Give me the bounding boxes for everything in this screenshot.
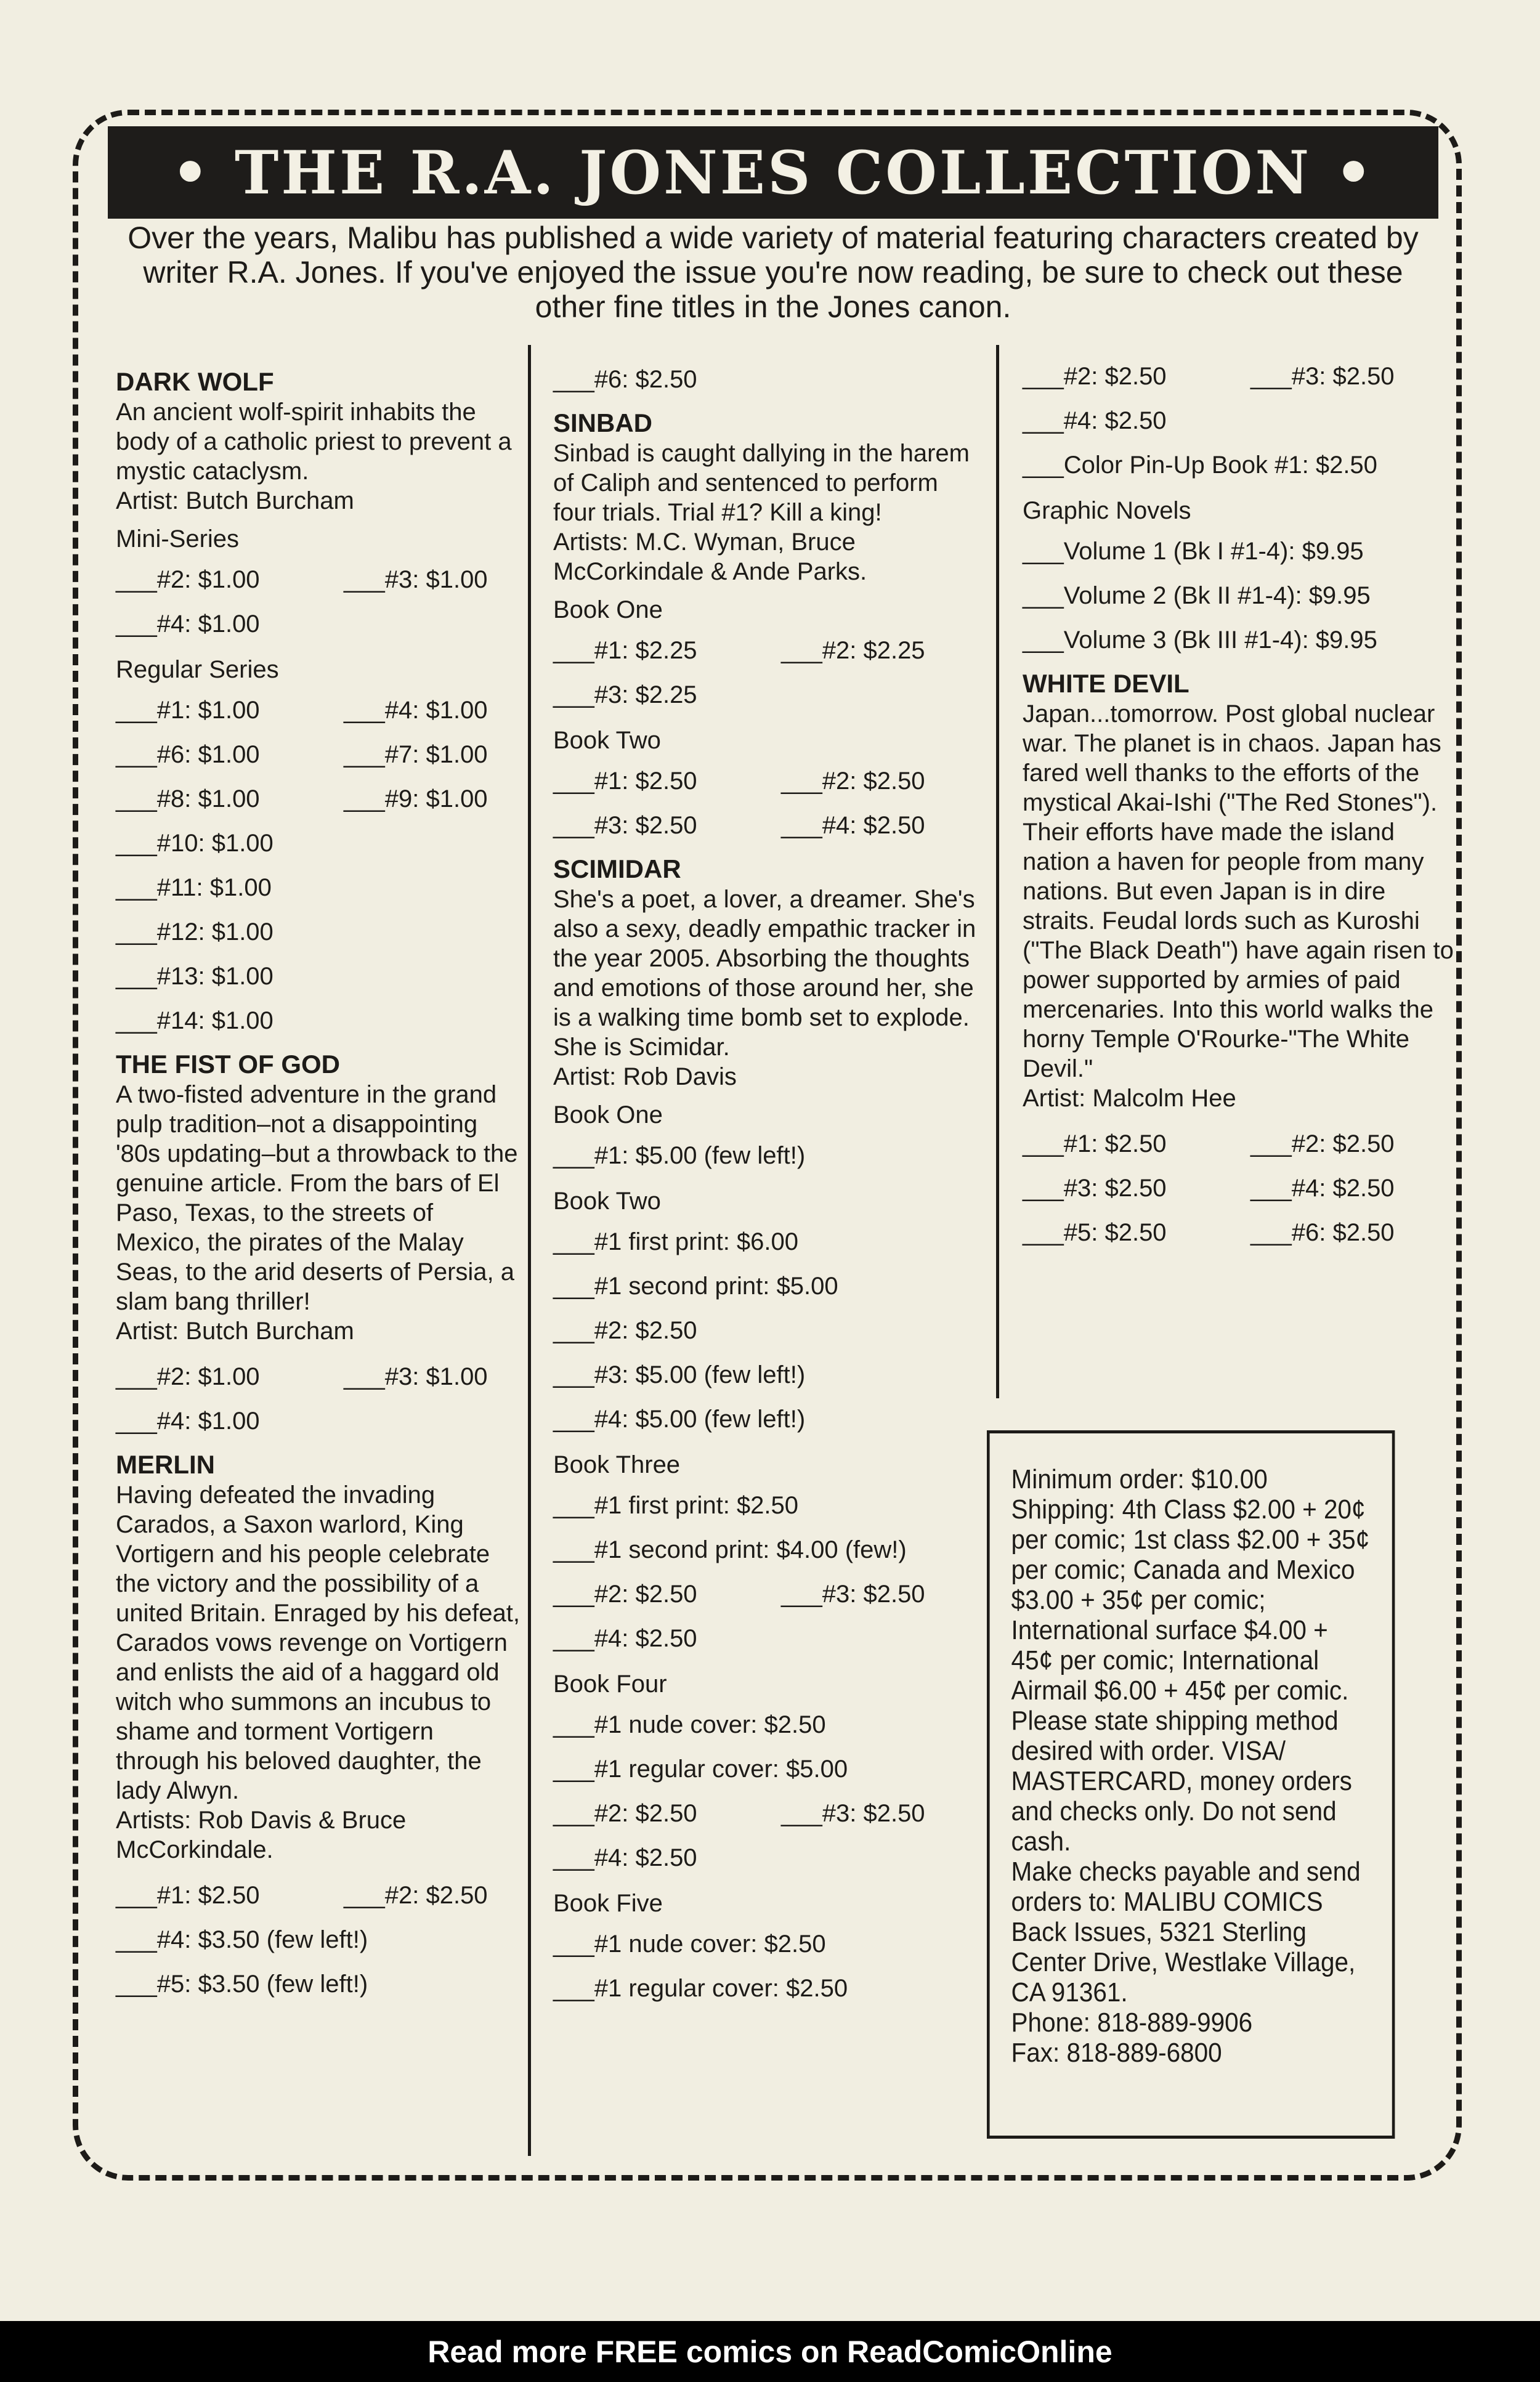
- order-item[interactable]: ___#4: $2.50: [781, 812, 925, 839]
- order-item[interactable]: ___#4: $1.00: [116, 1408, 260, 1435]
- order-item[interactable]: ___#3: $2.50: [1023, 1175, 1167, 1202]
- scimidar-book-two: Book Two: [553, 1188, 661, 1215]
- order-item[interactable]: ___#2: $2.50: [344, 1882, 488, 1909]
- order-item[interactable]: ___Volume 1 (Bk I #1-4): $9.95: [1023, 538, 1364, 565]
- order-item[interactable]: ___#4: $2.50: [1250, 1175, 1395, 1202]
- scimidar-book-three: Book Three: [553, 1451, 681, 1478]
- order-row: [1023, 1122, 1454, 1166]
- phone-number: Phone: 818-889-9906: [1011, 2007, 1253, 2038]
- order-item[interactable]: ___#4: $1.00: [116, 610, 260, 638]
- footer-banner[interactable]: Read more FREE comics on ReadComicOnline: [0, 2321, 1540, 2382]
- order-item[interactable]: ___#1 first print: $2.50: [553, 1492, 799, 1519]
- intro-text: Over the years, Malibu has published a wide variety of material featuring characters created by writer R.A. Jones. If you've enjoyed the issue you're now reading, be sure to check out these other fine titles in the Jones canon.: [128, 221, 1419, 324]
- dark-wolf-regular-label: Regular Series: [116, 656, 279, 683]
- order-row: [116, 557, 522, 602]
- column-divider-left: [528, 345, 531, 2156]
- order-item[interactable]: ___#1: $2.25: [553, 637, 697, 664]
- order-item[interactable]: ___#3: $2.50: [781, 1800, 925, 1827]
- order-item[interactable]: ___#3: $2.25: [553, 681, 697, 708]
- scimidar-book-one: Book One: [553, 1101, 663, 1128]
- order-item[interactable]: ___#1 regular cover: $5.00: [553, 1756, 848, 1783]
- white-devil-artist: Artist: Malcolm Hee: [1023, 1085, 1236, 1112]
- order-row: [116, 1873, 522, 1918]
- order-item[interactable]: ___#6: $2.50: [1250, 1219, 1395, 1246]
- column-divider-right: [996, 345, 999, 1398]
- order-item[interactable]: ___#1 nude cover: $2.50: [553, 1711, 826, 1738]
- order-item[interactable]: ___#1: $5.00 (few left!): [553, 1142, 806, 1169]
- dark-wolf-desc: An ancient wolf-spirit inhabits the body of a catholic priest to prevent a mystic cataclysm.: [116, 399, 512, 485]
- order-row: [116, 732, 522, 777]
- order-item[interactable]: ___#1: $1.00: [116, 697, 260, 724]
- order-row: [116, 777, 522, 821]
- sinbad-book-two: Book Two: [553, 727, 661, 754]
- fax-number: Fax: 818-889-6800: [1011, 2038, 1222, 2068]
- order-row: [553, 759, 984, 803]
- order-item[interactable]: ___#8: $1.00: [116, 785, 260, 812]
- order-item[interactable]: ___#1 second print: $4.00 (few!): [553, 1536, 907, 1563]
- payment-method-info: Please state shipping method desired with order. VISA/ MASTERCARD, money orders and checks only. Do not send cash.: [1011, 1706, 1352, 1857]
- order-row: [553, 1572, 984, 1616]
- sinbad-book-one: Book One: [553, 596, 663, 623]
- order-item[interactable]: ___#2: $2.25: [781, 637, 925, 664]
- order-item[interactable]: ___#5: $2.50: [1023, 1219, 1167, 1246]
- order-item[interactable]: ___#1 nude cover: $2.50: [553, 1930, 826, 1958]
- column-2: [553, 357, 984, 2011]
- order-item[interactable]: ___#3: $2.50: [1250, 363, 1395, 390]
- order-item[interactable]: ___#4: $5.00 (few left!): [553, 1406, 806, 1433]
- order-item[interactable]: ___#1 second print: $5.00: [553, 1273, 838, 1300]
- order-item[interactable]: ___#9: $1.00: [344, 785, 488, 812]
- order-item[interactable]: ___#4: $3.50 (few left!): [116, 1926, 368, 1953]
- order-item[interactable]: ___#6: $2.50: [553, 366, 697, 393]
- white-devil-title: WHITE DEVIL: [1023, 669, 1189, 698]
- order-item[interactable]: ___#2: $1.00: [116, 566, 260, 593]
- dark-wolf-artist: Artist: Butch Burcham: [116, 487, 354, 514]
- order-item[interactable]: ___#3: $5.00 (few left!): [553, 1361, 806, 1388]
- order-item[interactable]: ___#1: $2.50: [116, 1882, 260, 1909]
- order-item[interactable]: ___#1: $2.50: [553, 768, 697, 795]
- order-item[interactable]: ___#6: $1.00: [116, 741, 260, 768]
- order-row: [553, 803, 984, 848]
- order-item[interactable]: ___#14: $1.00: [116, 1007, 274, 1034]
- order-row: [553, 1791, 984, 1836]
- order-item[interactable]: ___#11: $1.00: [116, 874, 272, 901]
- order-row: [116, 1355, 522, 1399]
- order-item[interactable]: ___#2: $2.50: [1250, 1130, 1395, 1157]
- fist-of-god-artist: Artist: Butch Burcham: [116, 1318, 354, 1345]
- order-item[interactable]: ___#1 first print: $6.00: [553, 1228, 799, 1255]
- order-item[interactable]: ___Color Pin-Up Book #1: $2.50: [1023, 452, 1377, 479]
- order-item[interactable]: ___#1: $2.50: [1023, 1130, 1167, 1157]
- order-item[interactable]: ___Volume 3 (Bk III #1-4): $9.95: [1023, 626, 1377, 654]
- column-1: [116, 360, 522, 2006]
- fist-of-god-desc: A two-fisted adventure in the grand pulp tradition–not a disappointing '80s updating–but a throwback to the genuine article. From the bars of El Paso, Texas, to the streets of Mexico, the pirates of the Malay Seas, to the arid deserts of Persia, a slam bang thriller!: [116, 1081, 518, 1315]
- order-item[interactable]: ___#2: $2.50: [553, 1800, 697, 1827]
- white-devil-desc: Japan...tomorrow. Post global nuclear war. The planet is in chaos. Japan has fared well thanks to the efforts of the mystical Akai-Ishi ("The Red Stones"). Their efforts have made the island nation a haven for people from many nations. But even Japan is in dire straits. Feudal lords such as Kuroshi ("The Black Death") have again risen to power supported by armies of paid mercenaries. Into this world walks the horny Temple O'Rourke-"The White Devil.": [1023, 700, 1454, 1082]
- order-item[interactable]: ___#2: $1.00: [116, 1363, 260, 1390]
- order-info-box: [987, 1430, 1395, 2139]
- order-row: [1023, 1210, 1454, 1255]
- order-item[interactable]: ___#5: $3.50 (few left!): [116, 1971, 368, 1998]
- order-item[interactable]: ___#3: $1.00: [344, 1363, 488, 1390]
- mailing-address: Make checks payable and send orders to: MALIBU COMICS Back Issues, 5321 Sterling Center Drive, Westlake Village, CA 91361.: [1011, 1857, 1361, 2007]
- column-3: [1023, 354, 1454, 1255]
- order-item[interactable]: ___#4: $2.50: [553, 1844, 697, 1871]
- order-item[interactable]: ___#2: $2.50: [781, 768, 925, 795]
- fist-of-god-title: THE FIST OF GOD: [116, 1050, 340, 1079]
- order-item[interactable]: ___#2: $2.50: [1023, 363, 1167, 390]
- merlin-desc: Having defeated the invading Carados, a Saxon warlord, King Vortigern and his people celebrate the victory and the possibility of a united Britain. Enraged by his defeat, Carados vows revenge on Vortigern and enlists the aid of a haggard old witch who summons an incubus to shame and torment Vortigern through his beloved daughter, the lady Alwyn.: [116, 1481, 520, 1804]
- scimidar-title: SCIMIDAR: [553, 854, 681, 883]
- scimidar-artist: Artist: Rob Davis: [553, 1063, 737, 1090]
- order-item[interactable]: ___#1 regular cover: $2.50: [553, 1975, 848, 2002]
- minimum-order: Minimum order: $10.00: [1011, 1464, 1268, 1494]
- order-row: [553, 628, 984, 673]
- order-item[interactable]: ___#13: $1.00: [116, 963, 274, 990]
- sinbad-desc: Sinbad is caught dallying in the harem of Caliph and sentenced to perform four trials. Trial #1? Kill a king!: [553, 440, 970, 526]
- dark-wolf-mini-label: Mini-Series: [116, 525, 240, 553]
- order-row: [1023, 1166, 1454, 1210]
- merlin-artist: Artists: Rob Davis & Bruce McCorkindale.: [116, 1807, 407, 1863]
- sinbad-artist: Artists: M.C. Wyman, Bruce McCorkindale & Ande Parks.: [553, 529, 867, 585]
- order-row: [1023, 354, 1454, 399]
- order-item[interactable]: ___Volume 2 (Bk II #1-4): $9.95: [1023, 582, 1371, 609]
- order-item[interactable]: ___#3: $1.00: [344, 566, 488, 593]
- order-item[interactable]: ___#12: $1.00: [116, 918, 274, 946]
- order-item[interactable]: ___#4: $2.50: [1023, 407, 1167, 434]
- order-row: [116, 688, 522, 732]
- order-item[interactable]: ___#3: $2.50: [553, 812, 697, 839]
- graphic-novels-label: Graphic Novels: [1023, 497, 1191, 524]
- scimidar-book-four: Book Four: [553, 1671, 667, 1698]
- page-title: • THE R.A. JONES COLLECTION •: [108, 126, 1438, 219]
- order-item[interactable]: ___#4: $1.00: [344, 697, 488, 724]
- shipping-info: Shipping: 4th Class $2.00 + 20¢ per comic; 1st class $2.00 + 35¢ per comic; Canada and Mexico $3.00 + 35¢ per comic; International surface $4.00 + 45¢ per comic; International Airmail $6.00 + 45¢ per comic.: [1011, 1494, 1370, 1706]
- scimidar-desc: She's a poet, a lover, a dreamer. She's also a sexy, deadly empathic tracker in the year 2005. Absorbing the thoughts and emotions of those around her, she is a walking time bomb set to explode. She is Scimidar.: [553, 886, 976, 1061]
- scimidar-book-five: Book Five: [553, 1890, 663, 1917]
- order-item[interactable]: ___#2: $2.50: [553, 1317, 697, 1344]
- order-item[interactable]: ___#7: $1.00: [344, 741, 488, 768]
- order-item[interactable]: ___#2: $2.50: [553, 1581, 697, 1608]
- order-item[interactable]: ___#10: $1.00: [116, 830, 274, 857]
- merlin-title: MERLIN: [116, 1450, 215, 1479]
- order-item[interactable]: ___#4: $2.50: [553, 1625, 697, 1652]
- dark-wolf-title: DARK WOLF: [116, 367, 274, 396]
- order-item[interactable]: ___#3: $2.50: [781, 1581, 925, 1608]
- sinbad-title: SINBAD: [553, 408, 653, 437]
